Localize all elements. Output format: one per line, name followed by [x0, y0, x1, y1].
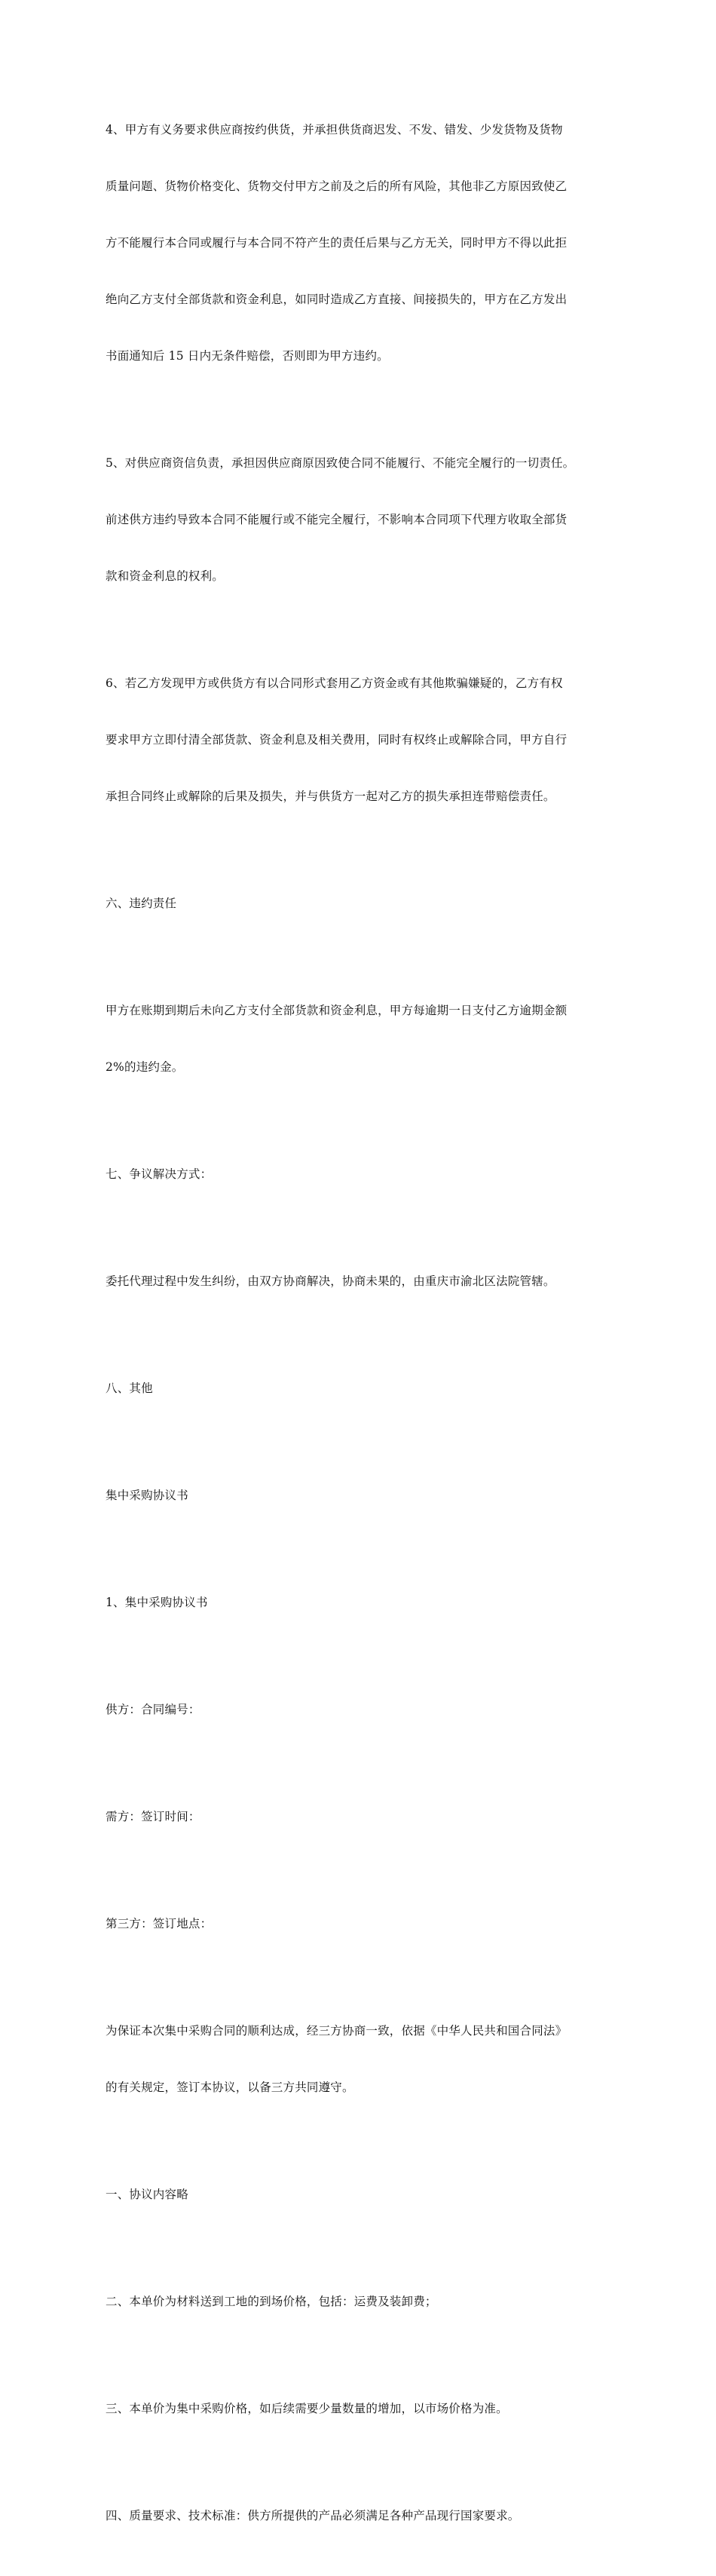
text-line: 甲方在账期到期后未向乙方支付全部货款和资金利息，甲方每逾期一日支付乙方逾期金额: [106, 1004, 568, 1017]
paragraph-clause-4: [106, 83, 626, 403]
text-line: 的有关规定，签订本协议，以备三方共同遵守。: [106, 2081, 354, 2094]
field-buyer: [106, 1770, 626, 1864]
text-line: 三、本单价为集中采购价格，如后续需要少量数量的增加，以市场价格为准。: [106, 2402, 508, 2415]
text-line: 款和资金利息的权利。: [106, 569, 225, 583]
text-line: 5、对供应商资信负责，承担因供应商原因致使合同不能履行、不能完全履行的一切责任。: [106, 456, 575, 470]
heading-text: 六、违约责任: [106, 897, 177, 910]
text-line: 要求甲方立即付清全部货款、资金利息及相关费用，同时有权终止或解除合同，甲方自行: [106, 733, 568, 747]
field-third-party: [106, 1877, 626, 1971]
heading-text: 1、集中采购协议书: [106, 1596, 208, 1609]
heading-text: 八、其他: [106, 1382, 153, 1395]
text-line: 供方：合同编号：: [106, 1703, 200, 1716]
text-line: 为保证本次集中采购合同的顺利达成，经三方协商一致，依据《中华人民共和国合同法》: [106, 2024, 568, 2038]
text-line: 书面通知后 15 日内无条件赔偿，否则即为甲方违约。: [106, 349, 389, 363]
text-line: 委托代理过程中发生纠纷，由双方协商解决，协商未果的，由重庆市渝北区法院管辖。: [106, 1274, 555, 1288]
paragraph-dispute: [106, 1234, 626, 1329]
section-heading-other: [106, 1342, 626, 1436]
text-line: 一、协议内容略: [106, 2188, 188, 2201]
heading-text: 七、争议解决方式：: [106, 1167, 213, 1181]
agreement-subtitle: [106, 1556, 626, 1650]
text-line: 前述供方违约导致本合同不能履行或不能完全履行，不影响本合同项下代理方收取全部货: [106, 513, 568, 526]
text-line: 承担合同终止或解除的后果及损失，并与供货方一起对乙方的损失承担连带赔偿责任。: [106, 790, 555, 803]
item-1: [106, 2148, 626, 2242]
agreement-title: [106, 1449, 626, 1543]
text-line: 绝向乙方支付全部货款和资金利息，如同时造成乙方直接、间接损失的，甲方在乙方发出: [106, 293, 568, 306]
heading-text: 集中采购协议书: [106, 1489, 188, 1502]
item-3: [106, 2362, 626, 2456]
paragraph-clause-6: [106, 636, 626, 844]
text-line: 第三方：签订地点：: [106, 1917, 213, 1930]
text-line: 2%的违约金。: [106, 1060, 184, 1074]
text-line: 4、甲方有义务要求供应商按约供货，并承担供货商迟发、不发、错发、少发货物及货物: [106, 123, 563, 136]
paragraph-preamble: [106, 1984, 626, 2135]
document-page: [106, 83, 626, 2576]
field-supplier: [106, 1663, 626, 1757]
section-heading-dispute: [106, 1127, 626, 1222]
item-4: [106, 2469, 626, 2563]
item-2: [106, 2255, 626, 2349]
paragraph-clause-5: [106, 416, 626, 624]
text-line: 需方：签订时间：: [106, 1810, 200, 1823]
section-heading-liability: [106, 857, 626, 951]
text-line: 四、质量要求、技术标准：供方所提供的产品必须满足各种产品现行国家要求。: [106, 2509, 520, 2522]
text-line: 6、若乙方发现甲方或供货方有以合同形式套用乙方资金或有其他欺骗嫌疑的，乙方有权: [106, 676, 563, 690]
text-line: 质量问题、货物价格变化、货物交付甲方之前及之后的所有风险，其他非乙方原因致使乙: [106, 179, 568, 193]
paragraph-liability: [106, 964, 626, 1115]
text-line: 方不能履行本合同或履行与本合同不符产生的责任后果与乙方无关，同时甲方不得以此拒: [106, 236, 568, 250]
text-line: 二、本单价为材料送到工地的到场价格，包括：运费及装卸费；: [106, 2295, 437, 2308]
